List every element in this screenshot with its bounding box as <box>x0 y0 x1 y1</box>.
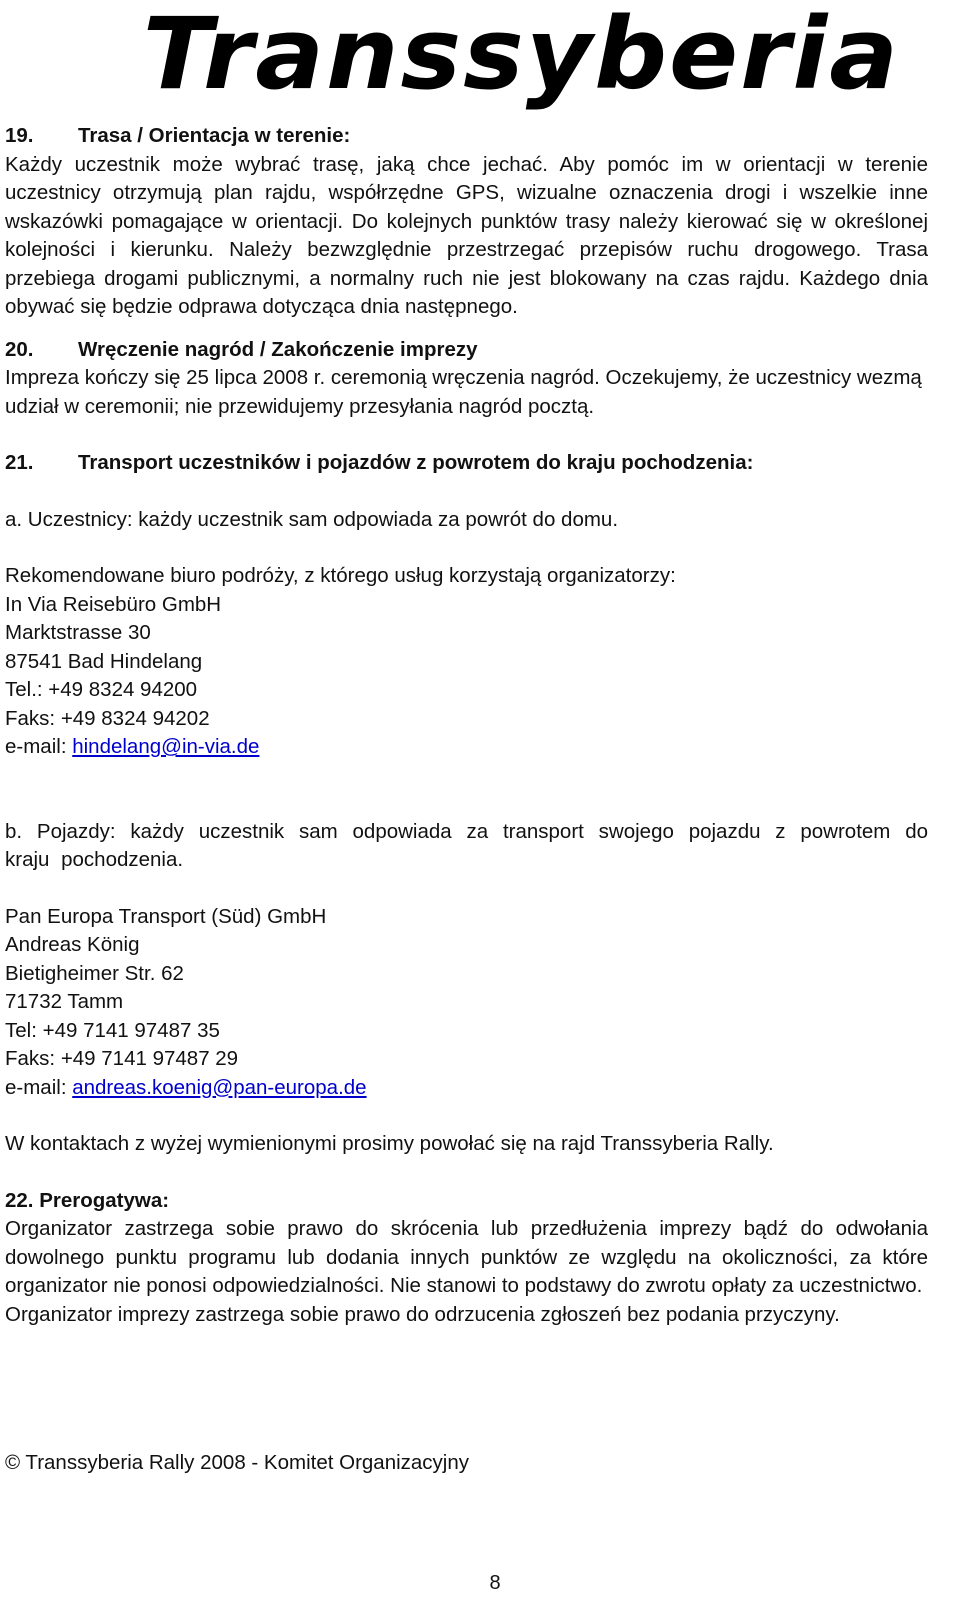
section-20-heading <box>5 336 928 365</box>
participants-return-text: a. Uczestnicy: każdy uczestnik sam odpowiada za powrót do domu. <box>5 507 619 531</box>
email-label: e-mail: <box>5 1075 73 1099</box>
copyright-footer: © Transsyberia Rally 2008 - Komitet Organizacyjny <box>5 1451 470 1474</box>
vehicles-transport-text: b. Pojazdy: każdy uczestnik sam odpowiada za transport swojego pojazdu z powrotem do kraju pochodzenia. <box>5 819 928 871</box>
agency-city: 87541 Bad Hindelang <box>5 649 203 673</box>
transsyberia-logo <box>112 0 930 112</box>
agency-name: In Via Reisebüro GmbH <box>5 592 222 616</box>
transport-street: Bietigheimer Str. 62 <box>5 961 184 985</box>
section-title: Trasa / Orientacja w terenie: <box>78 124 351 147</box>
contact-note: W kontaktach z wyżej wymienionymi prosimy powołać się na rajd Transsyberia Rally. <box>5 1132 774 1155</box>
agency-fax: Faks: +49 8324 94202 <box>5 706 210 730</box>
section-number: 20. <box>5 337 34 361</box>
logo-text: Transsyberia <box>142 0 900 112</box>
transport-company-name: Pan Europa Transport (Süd) GmbH <box>5 904 327 928</box>
transport-fax: Faks: +49 7141 97487 29 <box>5 1047 239 1070</box>
transport-email-line <box>5 1074 928 1103</box>
agency-email-link[interactable]: hindelang@in-via.de <box>72 735 260 758</box>
agency-intro: Rekomendowane biuro podróży, z którego usług korzystają organizatorzy: <box>5 564 676 587</box>
page-number: 8 <box>489 1572 501 1594</box>
section-title: Wręczenie nagród / Zakończenie imprezy <box>78 337 478 361</box>
section-title: Transport uczestników i pojazdów z powrotem do kraju pochodzenia: <box>78 451 754 474</box>
section-20-body: Impreza kończy się 25 lipca 2008 r. ceremonią wręczenia nagród. Oczekujemy, że uczestnicy wezmą udział w ceremonii; nie przewidujemy przesyłania nagród pocztą. <box>5 366 922 418</box>
document-body <box>5 122 928 1329</box>
transport-city: 71732 Tamm <box>5 990 124 1013</box>
section-21-heading <box>5 449 928 478</box>
section-19-body: Każdy uczestnik może wybrać trasę, jaką chce jechać. Aby pomóc im w orientacji w terenie uczestnicy otrzymują plan rajdu, współrzędne GPS, wizualne oznaczenia drogi i wszelkie inne wskazówki pomagające w orientacji. Do kolejnych punktów trasy należy kierować się w określonej kolejności i kierunku. Należy bezwzględnie przestrzegać przepisów ruchu drogowego. Trasa przebiega drogami publicznymi, a normalny ruch nie jest blokowany na czas rajdu. Każdego dnia obywać się będzie odprawa dotycząca dnia następnego. <box>5 152 928 318</box>
section-22-body-2: Organizator imprezy zastrzega sobie prawo do odrzucenia zgłoszeń bez podania przyczyny. <box>5 1302 840 1326</box>
agency-tel: Tel.: +49 8324 94200 <box>5 678 198 701</box>
transport-contact-person: Andreas König <box>5 933 140 956</box>
section-22-body-1: Organizator zastrzega sobie prawo do skrócenia lub przedłużenia imprezy bądź do odwołania dowolnego punktu programu lub dodania innych punktów ze względu na okoliczności, za które organizator nie ponosi odpowiedzialności. Nie stanowi to podstawy do zwrotu opłaty za uczestnictwo. <box>5 1217 928 1297</box>
email-label: e-mail: <box>5 735 73 758</box>
transport-tel: Tel: +49 7141 97487 35 <box>5 1018 220 1042</box>
section-19-heading <box>5 122 928 151</box>
agency-street: Marktstrasse 30 <box>5 621 151 644</box>
section-number: 19. <box>5 124 34 147</box>
section-22-heading: 22. Prerogatywa: <box>5 1188 170 1212</box>
section-number: 21. <box>5 451 34 474</box>
agency-email-line <box>5 733 928 762</box>
transport-email-link[interactable]: andreas.koenig@pan-europa.de <box>72 1075 367 1099</box>
